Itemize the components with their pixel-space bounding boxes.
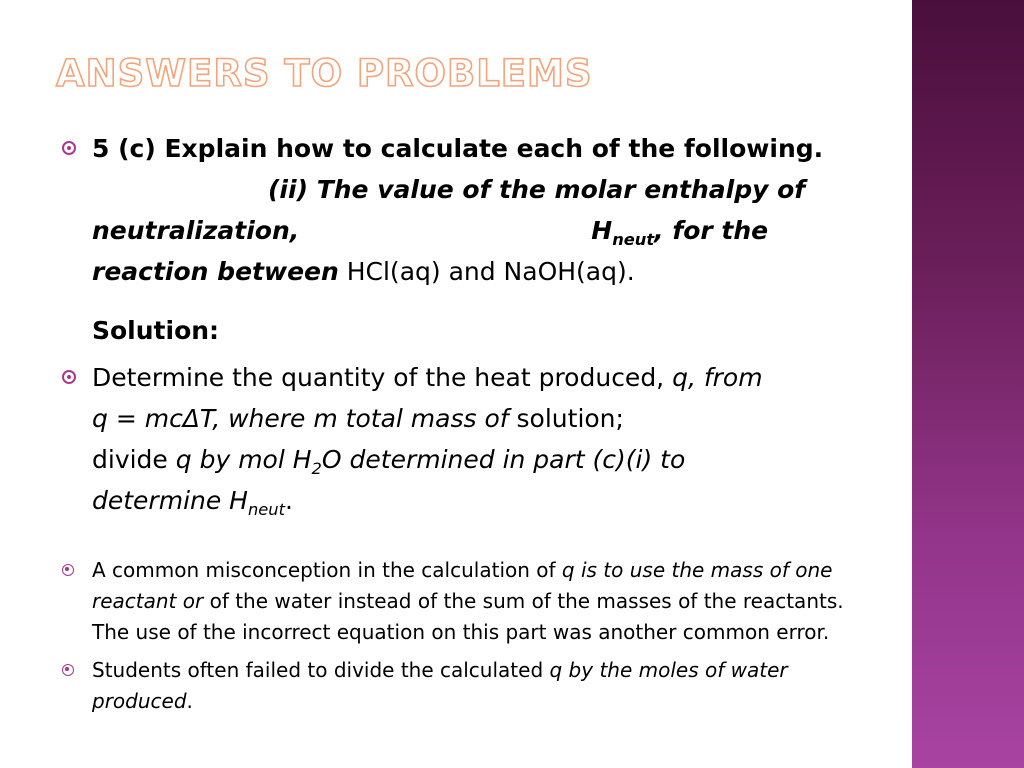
question-heading: 5 (c) Explain how to calculate each of the following. (92, 134, 824, 163)
bullet-icon (62, 370, 76, 384)
question-bullet-item (62, 128, 932, 351)
answer-bullet-item (62, 357, 932, 521)
note-bullet-item (62, 555, 932, 648)
answer-line-4-italic: determine H (92, 486, 248, 515)
note-2-line-2-text: . (186, 689, 193, 713)
question-part-ii-line2 (92, 210, 932, 251)
note-2-line-2-italic: produced (92, 689, 187, 713)
answer-line-1-italic: q, from (672, 363, 763, 392)
slide-content (62, 128, 932, 717)
note-1-line-2 (92, 586, 932, 617)
answer-line-2-text: solution; (508, 404, 624, 433)
bullet-icon (62, 564, 74, 576)
question-part-ii: (ii) The value of the molar enthalpy of (268, 175, 806, 204)
answer-line-4-subscript: neut (247, 500, 285, 519)
note-bullet-item (62, 655, 932, 717)
spacer (92, 292, 932, 310)
bullet-icon (62, 141, 76, 155)
answer-line-2 (92, 398, 932, 439)
question-part-ii-line3 (92, 251, 932, 292)
solution-label: Solution: (92, 316, 220, 345)
answer-line-2-italic: q = mcΔT, where m total mass of (92, 404, 509, 433)
enthalpy-symbol: H (591, 216, 613, 245)
note-1-line-1-italic: q is to use the mass of one (561, 558, 833, 582)
answer-line-3-subscript: 2 (311, 459, 322, 478)
answer-line-1 (92, 357, 932, 398)
note-2-line-1-italic: q by the moles of water (549, 658, 788, 682)
note-2-line-2 (92, 686, 932, 717)
answer-line-3-italic: q by mol H (175, 445, 312, 474)
neutralization-word: neutralization, (92, 216, 300, 245)
note-1-line-1-text: A common misconception in the calculation of (92, 558, 562, 582)
reactants-text: HCl(aq) and NaOH(aq). (346, 257, 635, 286)
answer-line-3-text: divide (92, 445, 176, 474)
enthalpy-subscript: neut (612, 230, 655, 249)
bullet-icon (62, 664, 74, 676)
answer-line-3-italic-end: O determined in part (c)(i) to (321, 445, 686, 474)
note-1-line-2-text: of the water instead of the sum of the masses of the reactants. (203, 589, 844, 613)
answer-line-1-text: Determine the quantity of the heat produced, (92, 363, 673, 392)
for-the-text: , for the (654, 216, 769, 245)
note-1-line-1 (92, 555, 932, 586)
reaction-between-text: reaction between (92, 257, 339, 286)
note-1-line-3: The use of the incorrect equation on this part was another common error. (92, 620, 830, 644)
answer-line-4 (92, 480, 932, 521)
slide-title: ANSWERS TO PROBLEMS (56, 52, 593, 95)
answer-line-4-end: . (284, 486, 293, 515)
note-1-line-2-italic: reactant or (92, 589, 204, 613)
note-2-line-1-text: Students often failed to divide the calculated (92, 658, 550, 682)
note-2-line-1 (92, 655, 932, 686)
answer-line-3 (92, 439, 932, 480)
